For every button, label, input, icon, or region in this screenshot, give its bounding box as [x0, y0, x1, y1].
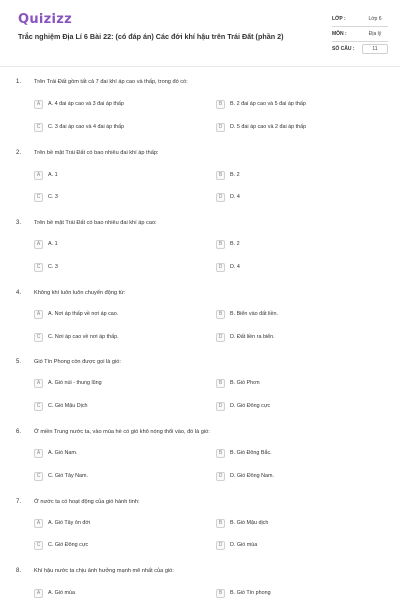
question-number: 6.	[16, 429, 22, 435]
option-letter-box: D	[216, 193, 225, 202]
option-letter-box: A	[34, 379, 43, 388]
option-text: B. Gió Tín phong	[230, 590, 271, 596]
option-letter-box: A	[34, 310, 43, 319]
option-letter-box: A	[34, 240, 43, 249]
option-letter-box: D	[216, 472, 225, 481]
option-b[interactable]	[216, 239, 240, 249]
option-letter-box: C	[34, 333, 43, 342]
option-letter-box: C	[34, 541, 43, 550]
option-letter-box: D	[216, 263, 225, 272]
question-6	[0, 429, 400, 489]
option-text: C. 3 đai áp cao và 4 đai áp thấp	[48, 124, 125, 130]
option-text: B. Gió Mậu dịch	[230, 520, 269, 526]
option-b[interactable]	[216, 309, 278, 319]
option-letter-box: A	[34, 100, 43, 109]
option-letter-box: B	[216, 100, 225, 109]
option-letter-box: C	[34, 402, 43, 411]
question-4	[0, 290, 400, 350]
option-text: A. Gió Tây ôn đới	[48, 520, 91, 526]
option-letter-box: B	[216, 519, 225, 528]
meta-row-question-count	[332, 42, 388, 56]
option-c[interactable]	[34, 471, 88, 481]
option-text: B. Gió Phơn	[230, 380, 260, 386]
question-text: Khí hậu nước ta chịu ảnh hưởng mạnh mẽ nhất của gió:	[34, 568, 174, 574]
option-d[interactable]	[216, 262, 240, 272]
option-text: B. Gió Đông Bắc.	[230, 450, 272, 456]
meta-value: 11	[362, 44, 388, 54]
option-text: A. Gió núi - thung lũng	[48, 380, 102, 386]
option-d[interactable]	[216, 332, 275, 342]
option-text: C. 3	[48, 194, 58, 200]
option-letter-box: B	[216, 240, 225, 249]
option-b[interactable]	[216, 170, 240, 180]
option-text: B. 2	[230, 172, 240, 178]
question-text: Trên Trái Đất gồm tất cả 7 đai khí áp cao và thấp, trong đó có:	[34, 79, 188, 85]
worksheet-title: Trắc nghiệm Địa Lí 6 Bài 22: (có đáp án) Các đới khí hậu trên Trái Đất (phần 2)	[18, 32, 284, 41]
question-number: 1.	[16, 79, 22, 85]
question-7	[0, 499, 400, 559]
meta-label: SỐ CÂU :	[332, 46, 355, 52]
option-text: B. 2 đai áp cao và 5 đai áp thấp	[230, 101, 306, 107]
option-text: A. 4 đai áp cao và 3 đai áp thấp	[48, 101, 124, 107]
option-text: D. 4	[230, 194, 240, 200]
question-2	[0, 150, 400, 210]
meta-label: LỚP :	[332, 16, 346, 22]
option-letter-box: A	[34, 449, 43, 458]
option-letter-box: B	[216, 379, 225, 388]
option-letter-box: C	[34, 263, 43, 272]
question-5	[0, 359, 400, 419]
option-a[interactable]	[34, 309, 118, 319]
option-letter-box: D	[216, 402, 225, 411]
option-c[interactable]	[34, 122, 124, 132]
question-text: Ở miền Trung nước ta, vào mùa hè có gió khô nóng thổi vào, đó là gió:	[34, 429, 210, 435]
option-text: D. 5 đai áp cao và 2 đai áp thấp	[230, 124, 307, 130]
option-c[interactable]	[34, 332, 119, 342]
option-letter-box: A	[34, 171, 43, 180]
option-letter-box: B	[216, 449, 225, 458]
option-letter-box: C	[34, 472, 43, 481]
option-b[interactable]	[216, 448, 272, 458]
quizizz-logo: Quizizz	[18, 12, 73, 27]
option-b[interactable]	[216, 99, 306, 109]
worksheet-header	[0, 0, 400, 68]
option-text: A. 1	[48, 172, 58, 178]
header-divider	[0, 66, 400, 67]
option-text: A. 1	[48, 241, 58, 247]
option-text: B. 2	[230, 241, 240, 247]
option-text: C. Gió Mậu Dịch	[48, 403, 88, 409]
meta-row-subject	[332, 27, 388, 42]
meta-label: MÔN :	[332, 31, 347, 37]
option-c[interactable]	[34, 262, 58, 272]
option-d[interactable]	[216, 401, 270, 411]
option-text: D. Gió Đông cực	[230, 403, 271, 409]
option-text: D. 4	[230, 264, 240, 270]
question-8	[0, 568, 400, 600]
option-text: C. Gió Đông cực	[48, 542, 89, 548]
option-letter-box: B	[216, 589, 225, 598]
meta-value: Địa lý	[368, 31, 382, 37]
meta-box	[332, 12, 388, 56]
option-text: A. Nơi áp thấp về nơi áp cao.	[48, 311, 119, 317]
option-d[interactable]	[216, 192, 240, 202]
option-a[interactable]	[34, 518, 90, 528]
option-a[interactable]	[34, 378, 102, 388]
meta-value: Lớp 6	[368, 16, 382, 22]
option-text: A. Gió Nam.	[48, 450, 78, 456]
option-text: D. Gió Đông Nam.	[230, 473, 275, 479]
option-a[interactable]	[34, 588, 75, 598]
question-text: Ở nước ta có hoạt động của gió hành tinh:	[34, 499, 140, 505]
question-text: Gió Tín Phong còn được gọi là gió:	[34, 359, 121, 365]
question-number: 8.	[16, 568, 22, 574]
option-d[interactable]	[216, 471, 274, 481]
option-letter-box: B	[216, 310, 225, 319]
option-text: C. Gió Tây Nam.	[48, 473, 89, 479]
question-text: Không khí luôn luôn chuyển động từ:	[34, 290, 126, 296]
option-text: D. Đất liền ra biển.	[230, 334, 275, 340]
option-a[interactable]	[34, 170, 58, 180]
option-d[interactable]	[216, 540, 257, 550]
option-c[interactable]	[34, 401, 88, 411]
question-3	[0, 220, 400, 280]
option-b[interactable]	[216, 588, 271, 598]
question-number: 4.	[16, 290, 22, 296]
option-letter-box: B	[216, 171, 225, 180]
question-text: Trên bề mặt Trái Đất có bao nhiêu đai khí áp thấp:	[34, 150, 159, 156]
option-letter-box: D	[216, 123, 225, 132]
option-letter-box: A	[34, 589, 43, 598]
option-text: D. Gió mùa	[230, 542, 258, 548]
option-letter-box: D	[216, 541, 225, 550]
option-a[interactable]	[34, 99, 124, 109]
question-1	[0, 79, 400, 139]
option-letter-box: C	[34, 193, 43, 202]
option-c[interactable]	[34, 192, 58, 202]
question-number: 3.	[16, 220, 22, 226]
option-letter-box: C	[34, 123, 43, 132]
option-a[interactable]	[34, 239, 58, 249]
question-text: Trên bề mặt Trái Đất có bao nhiêu đai khí áp cao:	[34, 220, 157, 226]
option-c[interactable]	[34, 540, 88, 550]
option-text: A. Gió mùa	[48, 590, 75, 596]
option-letter-box: D	[216, 333, 225, 342]
option-text: B. Biển vào đất liền.	[230, 311, 278, 317]
question-number: 2.	[16, 150, 22, 156]
option-d[interactable]	[216, 122, 306, 132]
option-b[interactable]	[216, 518, 268, 528]
meta-row-class	[332, 12, 388, 27]
question-number: 5.	[16, 359, 22, 365]
option-b[interactable]	[216, 378, 260, 388]
option-text: C. 3	[48, 264, 58, 270]
option-a[interactable]	[34, 448, 77, 458]
question-number: 7.	[16, 499, 22, 505]
option-text: C. Nơi áp cao về nơi áp thấp.	[48, 334, 119, 340]
option-letter-box: A	[34, 519, 43, 528]
